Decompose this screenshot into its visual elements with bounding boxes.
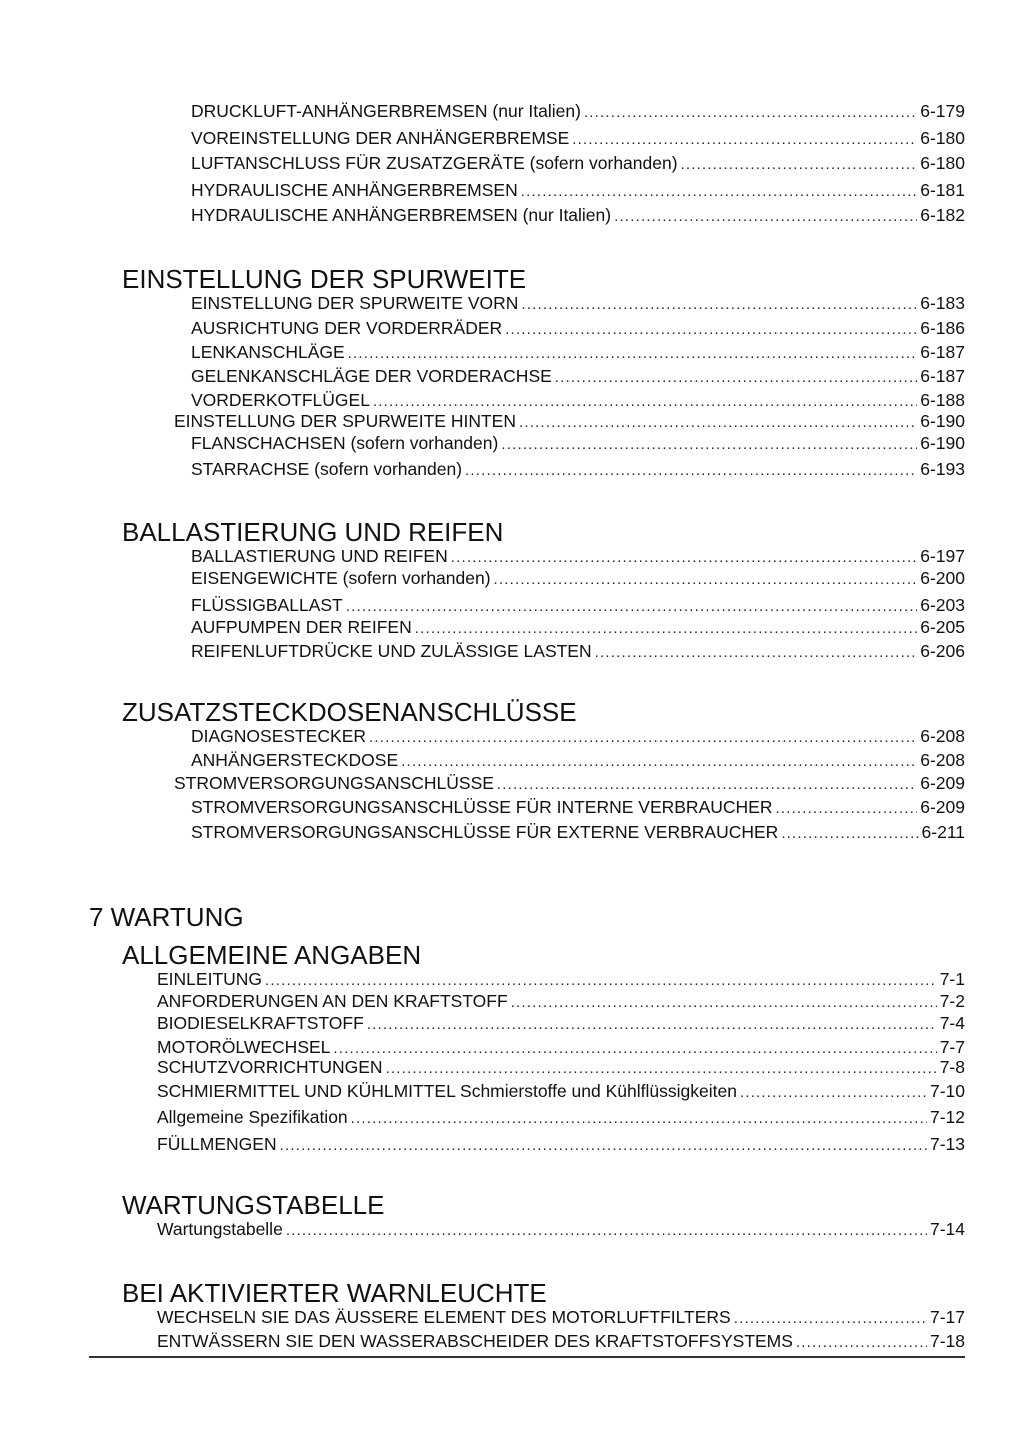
toc-entry[interactable] [157,1080,965,1104]
toc-entry-page: 6-187 [920,366,965,386]
toc-entry-label: GELENKANSCHLÄGE DER VORDERACHSE [191,366,552,386]
toc-entry-label: BALLASTIERUNG UND REIFEN [191,546,448,566]
toc-entry[interactable] [157,1306,965,1330]
toc-entry-page: 6-186 [920,318,965,338]
toc-entry-page: 7-13 [929,1134,965,1154]
toc-entry[interactable] [157,1218,965,1242]
toc-entry-label: HYDRAULISCHE ANHÄNGERBREMSEN [191,180,518,200]
toc-entry-label: FÜLLMENGEN [157,1134,277,1154]
toc-entry[interactable] [157,1106,965,1130]
toc-entry-label: SCHUTZVORRICHTUNGEN [157,1057,383,1077]
leader-dots [505,319,917,341]
toc-entry-label: STROMVERSORGUNGSANSCHLÜSSE FÜR EXTERNE VERBRAUCHER [191,822,779,842]
toc-entry-label: Wartungstabelle [157,1219,283,1239]
toc-entry-page: 6-208 [920,750,965,770]
section-heading[interactable]: ALLGEMEINE ANGABEN [122,940,422,970]
leader-dots [595,642,918,664]
leader-dots [511,992,937,1014]
leader-dots [781,823,918,845]
toc-entry-page: 6-181 [920,180,965,200]
toc-entry-label: STROMVERSORGUNGSANSCHLÜSSE [174,773,494,793]
footer-rule [89,1356,965,1358]
toc-entry[interactable] [191,640,965,664]
toc-entry-page: 6-211 [921,822,965,842]
toc-entry[interactable] [191,594,965,618]
section-heading[interactable]: EINSTELLUNG DER SPURWEITE [122,264,527,294]
toc-entry-page: 7-4 [939,1013,965,1033]
toc-entry-label: Allgemeine Spezifikation [157,1107,348,1127]
toc-entry-page: 6-190 [920,411,965,431]
toc-entry-label: STROMVERSORGUNGSANSCHLÜSSE FÜR INTERNE VERBRAUCHER [191,797,773,817]
toc-entry-page: 6-190 [920,433,965,453]
leader-dots [681,154,918,176]
toc-entry-label: SCHMIERMITTEL UND KÜHLMITTEL Schmierstoffe und Kühlflüssigkeiten [157,1081,737,1101]
leader-dots [348,343,918,365]
leader-dots [401,751,917,773]
toc-entry-page: 6-200 [920,568,965,588]
toc-entry-label: LUFTANSCHLUSS FÜR ZUSATZGERÄTE (sofern vorhanden) [191,153,678,173]
toc-entry[interactable] [191,127,965,151]
toc-entry-page: 6-180 [920,153,965,173]
toc-entry-page: 7-1 [939,969,965,989]
leader-dots [265,970,937,992]
toc-entry[interactable] [191,152,965,176]
leader-dots [351,1108,927,1130]
toc-entry[interactable] [191,796,965,820]
toc-entry-page: 6-187 [920,342,965,362]
toc-entry-page: 7-2 [939,991,965,1011]
toc-entry[interactable] [191,292,965,316]
toc-entry[interactable] [174,772,965,796]
leader-dots [497,774,917,796]
toc-entry-page: 7-7 [939,1037,965,1057]
toc-entry-label: DRUCKLUFT-ANHÄNGERBREMSEN (nur Italien) [191,101,581,121]
toc-entry[interactable] [157,990,965,1014]
toc-entry-label: EINSTELLUNG DER SPURWEITE HINTEN [174,411,516,431]
leader-dots [369,727,917,749]
toc-entry-label: REIFENLUFTDRÜCKE UND ZULÄSSIGE LASTEN [191,641,592,661]
leader-dots [734,1308,927,1330]
section-heading[interactable]: BEI AKTIVIERTER WARNLEUCHTE [122,1278,547,1308]
toc-entry-page: 6-205 [920,617,965,637]
leader-dots [555,367,917,389]
toc-entry-label: VOREINSTELLUNG DER ANHÄNGERBREMSE [191,128,570,148]
leader-dots [614,206,917,228]
leader-dots [280,1135,927,1157]
section-heading[interactable]: BALLASTIERUNG UND REIFEN [122,517,504,547]
toc-entry-page: 6-208 [920,726,965,746]
toc-entry[interactable] [191,545,965,569]
toc-entry-page: 6-188 [920,390,965,410]
section-heading[interactable]: ZUSATZSTECKDOSENANSCHLÜSSE [122,697,577,727]
toc-entry-label: AUSRICHTUNG DER VORDERRÄDER [191,318,503,338]
leader-dots [286,1220,927,1242]
toc-entry[interactable] [191,616,965,640]
toc-entry-label: BIODIESELKRAFTSTOFF [157,1013,364,1033]
leader-dots [415,618,918,640]
toc-entry-page: 6-182 [920,205,965,225]
section-heading[interactable]: WARTUNGSTABELLE [122,1190,385,1220]
toc-entry-label: ANHÄNGERSTECKDOSE [191,750,399,770]
leader-dots [501,434,917,456]
toc-entry-label: FLANSCHACHSEN (sofern vorhanden) [191,433,499,453]
toc-entry-page: 6-180 [920,128,965,148]
leader-dots [451,547,918,569]
toc-entry-label: MOTORÖLWECHSEL [157,1037,331,1057]
toc-entry-label: EINLEITUNG [157,969,263,989]
toc-entry-label: ANFORDERUNGEN AN DEN KRAFTSTOFF [157,991,508,1011]
toc-entry-page: 6-197 [920,546,965,566]
toc-entry-page: 7-12 [929,1107,965,1127]
toc-entry[interactable] [157,1056,965,1080]
toc-entry[interactable] [191,204,965,228]
leader-dots [519,412,917,434]
toc-entry-page: 6-206 [920,641,965,661]
toc-entry[interactable] [157,968,965,992]
toc-entry-page: 6-203 [920,595,965,615]
toc-entry-label: EINSTELLUNG DER SPURWEITE VORN [191,293,519,313]
leader-dots [584,102,917,124]
toc-entry-label: WECHSELN SIE DAS ÄUSSERE ELEMENT DES MOTORLUFTFILTERS [157,1307,731,1327]
leader-dots [521,181,918,203]
toc-entry[interactable] [191,567,965,591]
leader-dots [740,1082,927,1104]
toc-entry-label: DIAGNOSESTECKER [191,726,367,746]
toc-entry[interactable] [191,458,965,482]
chapter-title[interactable]: 7 WARTUNG [89,902,244,932]
leader-dots [346,596,918,618]
toc-entry[interactable] [191,365,965,389]
toc-entry-page: 6-209 [920,773,965,793]
toc-entry-label: FLÜSSIGBALLAST [191,595,343,615]
leader-dots [386,1058,937,1080]
toc-entry[interactable] [174,410,965,434]
toc-entry-page: 6-209 [920,797,965,817]
toc-entry[interactable] [191,179,965,203]
leader-dots [367,1014,937,1036]
leader-dots [521,294,917,316]
leader-dots [775,798,917,820]
toc-entry-label: STARRACHSE (sofern vorhanden) [191,459,463,479]
toc-entry[interactable] [157,1330,965,1354]
toc-entry-label: LENKANSCHLÄGE [191,342,345,362]
toc-entry[interactable] [191,341,965,365]
leader-dots [572,129,917,151]
leader-dots [796,1332,927,1354]
toc-entry[interactable] [157,1012,965,1036]
toc-entry[interactable] [191,821,965,845]
toc-entry-page: 7-10 [929,1081,965,1101]
toc-entry-page: 6-179 [920,101,965,121]
toc-entry-page: 6-193 [920,459,965,479]
leader-dots [494,569,918,591]
toc-entry-page: 7-18 [929,1331,965,1351]
toc-entry[interactable] [191,432,965,456]
toc-entry-label: EISENGEWICHTE (sofern vorhanden) [191,568,491,588]
toc-entry-page: 6-183 [920,293,965,313]
toc-entry-page: 7-17 [929,1307,965,1327]
toc-entry-label: ENTWÄSSERN SIE DEN WASSERABSCHEIDER DES KRAFTSTOFFSYSTEMS [157,1331,793,1351]
toc-entry[interactable] [191,100,965,124]
toc-entry[interactable] [191,317,965,341]
toc-entry[interactable] [191,749,965,773]
toc-entry-page: 7-14 [929,1219,965,1239]
toc-entry-label: HYDRAULISCHE ANHÄNGERBREMSEN (nur Italien) [191,205,612,225]
toc-entry-page: 7-8 [939,1057,965,1077]
leader-dots [465,460,917,482]
toc-entry-label: VORDERKOTFLÜGEL [191,390,370,410]
toc-entry[interactable] [191,725,965,749]
toc-entry-label: AUFPUMPEN DER REIFEN [191,617,412,637]
toc-entry[interactable] [157,1133,965,1157]
